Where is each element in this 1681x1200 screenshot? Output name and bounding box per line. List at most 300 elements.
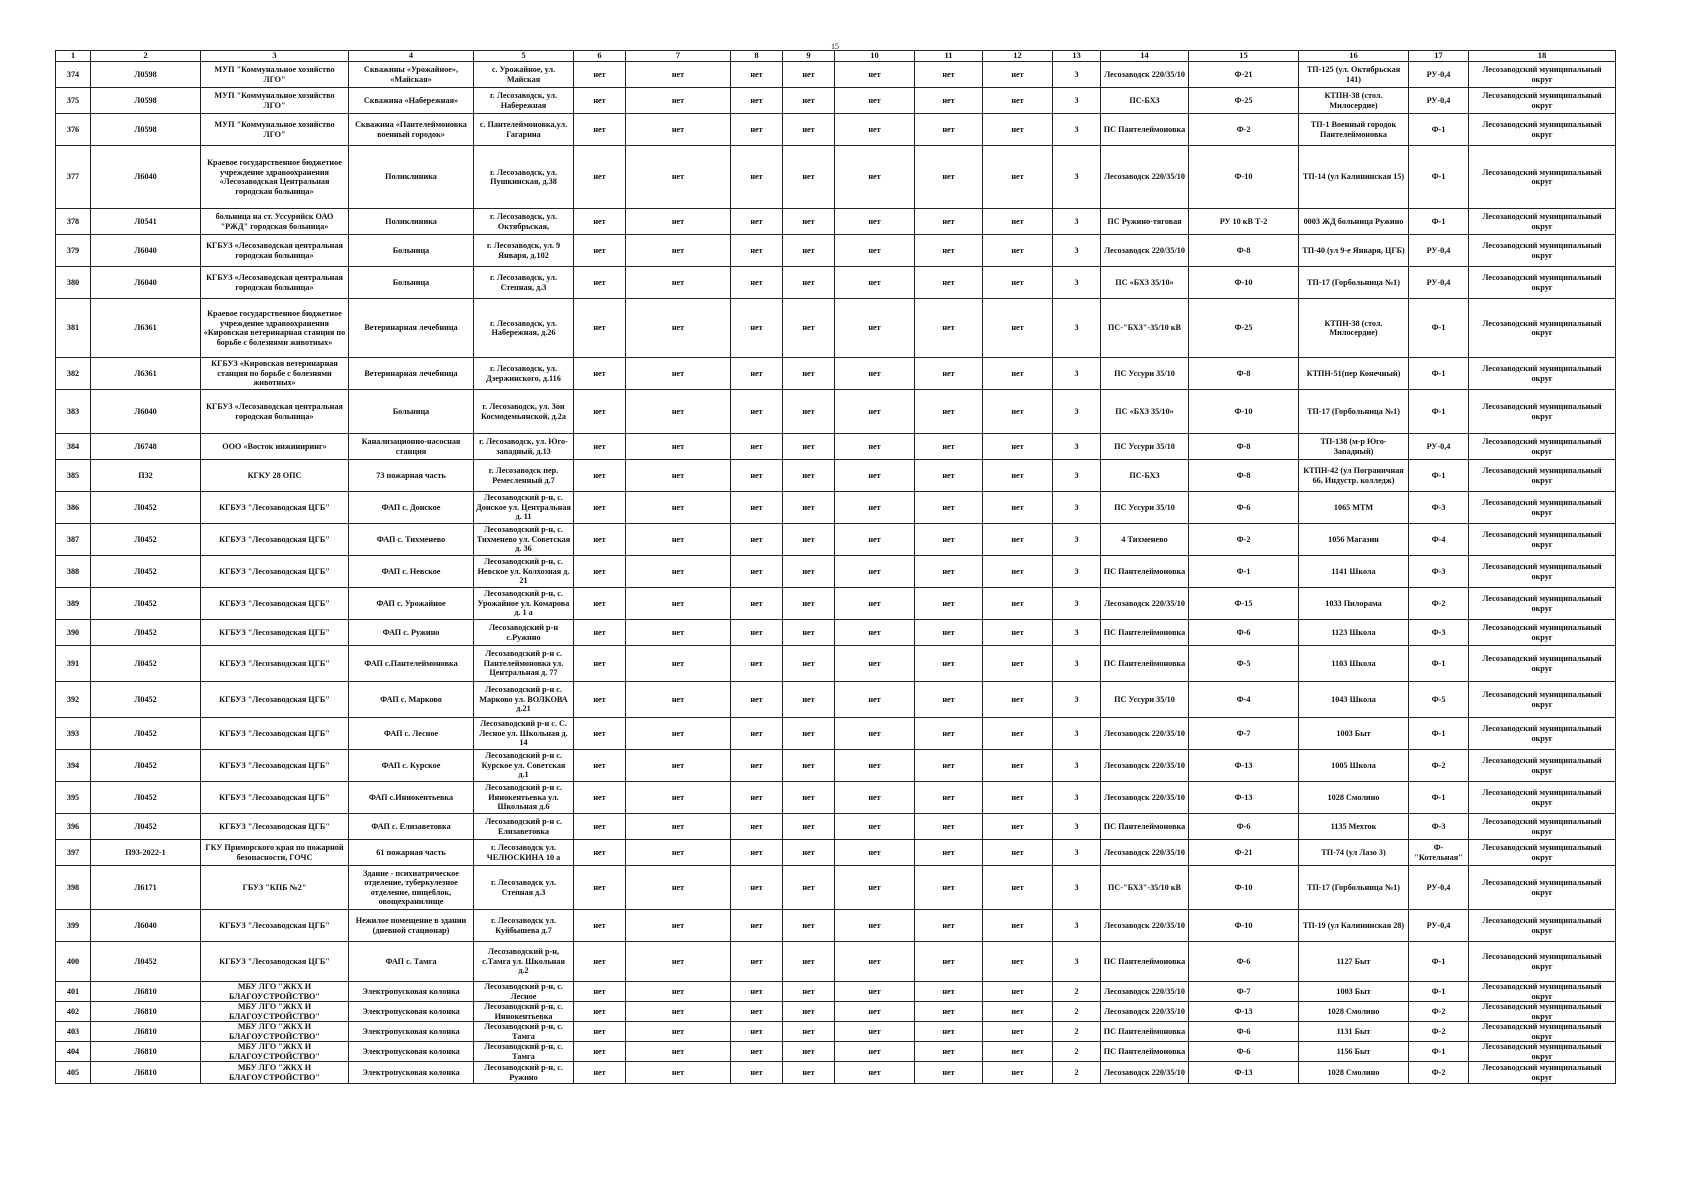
table-row xyxy=(56,524,1616,556)
cell-feeder: Ф-6 xyxy=(1189,1022,1299,1042)
cell-c9: нет xyxy=(783,782,835,814)
cell-c12: нет xyxy=(983,88,1053,114)
cell-category: 3 xyxy=(1053,620,1101,646)
cell-address: Лесозаводский р-н, с. Тамга xyxy=(474,1022,574,1042)
cell-address: г. Лесозаводск, ул. Пушкинская, д.38 xyxy=(474,146,574,209)
cell-num: 379 xyxy=(56,235,91,267)
cell-transformer: 1127 Быт xyxy=(1299,942,1409,982)
cell-c12: нет xyxy=(983,460,1053,492)
cell-ru: Ф-1 xyxy=(1409,460,1469,492)
cell-code: Л6810 xyxy=(91,982,201,1002)
cell-category: 3 xyxy=(1053,524,1101,556)
table-row xyxy=(56,646,1616,682)
cell-c7: нет xyxy=(626,556,731,588)
cell-ru: Ф-1 xyxy=(1409,1042,1469,1062)
cell-c10: нет xyxy=(835,814,915,840)
cell-c8: нет xyxy=(731,866,783,910)
cell-c10: нет xyxy=(835,1062,915,1084)
cell-code: Л6361 xyxy=(91,299,201,358)
cell-category: 3 xyxy=(1053,358,1101,390)
cell-transformer: ТП-74 (ул Лазо 3) xyxy=(1299,840,1409,866)
cell-transformer: 1003 Быт xyxy=(1299,718,1409,750)
cell-transformer: 1123 Школа xyxy=(1299,620,1409,646)
table-row xyxy=(56,718,1616,750)
cell-feeder: Ф-7 xyxy=(1189,718,1299,750)
cell-feeder: Ф-25 xyxy=(1189,88,1299,114)
cell-c9: нет xyxy=(783,235,835,267)
cell-num: 394 xyxy=(56,750,91,782)
cell-c9: нет xyxy=(783,1042,835,1062)
cell-category: 3 xyxy=(1053,492,1101,524)
cell-substation: ПС Пантелеймоновка xyxy=(1101,556,1189,588)
cell-c9: нет xyxy=(783,299,835,358)
cell-object: Нежилое помещение в здании (дневной стационар) xyxy=(349,910,474,942)
cell-c11: нет xyxy=(915,235,983,267)
cell-c12: нет xyxy=(983,267,1053,299)
cell-transformer: КТПН-38 (стол. Милосердие) xyxy=(1299,88,1409,114)
cell-c7: нет xyxy=(626,524,731,556)
cell-transformer: 1005 Школа xyxy=(1299,750,1409,782)
cell-ru: Ф-1 xyxy=(1409,146,1469,209)
cell-c10: нет xyxy=(835,1002,915,1022)
cell-feeder: Ф-8 xyxy=(1189,358,1299,390)
cell-transformer: ТП-17 (Горбольница №1) xyxy=(1299,866,1409,910)
cell-object: Скважина «Набережная» xyxy=(349,88,474,114)
cell-c10: нет xyxy=(835,358,915,390)
header-cell-8: 8 xyxy=(731,51,783,62)
cell-transformer: ТП-19 (ул Калининская 28) xyxy=(1299,910,1409,942)
cell-c10: нет xyxy=(835,1022,915,1042)
cell-district: Лесозаводский муниципальный округ xyxy=(1469,146,1616,209)
cell-c9: нет xyxy=(783,840,835,866)
cell-object: 73 пожарная часть xyxy=(349,460,474,492)
cell-ru: Ф-4 xyxy=(1409,524,1469,556)
cell-num: 392 xyxy=(56,682,91,718)
cell-c10: нет xyxy=(835,942,915,982)
cell-c6: нет xyxy=(574,718,626,750)
cell-c12: нет xyxy=(983,682,1053,718)
cell-address: г. Лесозаводск, ул. 9 Января, д.102 xyxy=(474,235,574,267)
cell-category: 3 xyxy=(1053,434,1101,460)
cell-c9: нет xyxy=(783,910,835,942)
cell-c6: нет xyxy=(574,114,626,146)
cell-c12: нет xyxy=(983,434,1053,460)
cell-substation: ПС Уссури 35/10 xyxy=(1101,492,1189,524)
cell-code: Л6810 xyxy=(91,1042,201,1062)
cell-c7: нет xyxy=(626,718,731,750)
cell-c6: нет xyxy=(574,910,626,942)
cell-substation: ПС Пантелеймоновка xyxy=(1101,646,1189,682)
cell-code: П93-2022-1 xyxy=(91,840,201,866)
cell-c6: нет xyxy=(574,390,626,434)
page-number: 15 xyxy=(831,42,839,51)
cell-address: Лесозаводский р-н с. С. Лесное ул. Школьная д. 14 xyxy=(474,718,574,750)
cell-code: Л6810 xyxy=(91,1002,201,1022)
table-row xyxy=(56,146,1616,209)
header-cell-13: 13 xyxy=(1053,51,1101,62)
cell-object: Здание - психиатрическое отделение, туберкулезное отделение, пищеблок, овощехранилище xyxy=(349,866,474,910)
cell-address: г. Лесозаводск, ул. Набережная, д.26 xyxy=(474,299,574,358)
cell-category: 3 xyxy=(1053,718,1101,750)
cell-organization: КГБУЗ "Лесозаводская ЦГБ" xyxy=(201,588,349,620)
cell-district: Лесозаводский муниципальный округ xyxy=(1469,556,1616,588)
cell-category: 3 xyxy=(1053,588,1101,620)
cell-c7: нет xyxy=(626,1002,731,1022)
cell-c8: нет xyxy=(731,910,783,942)
cell-code: Л6810 xyxy=(91,1022,201,1042)
cell-feeder: Ф-1 xyxy=(1189,556,1299,588)
cell-c9: нет xyxy=(783,646,835,682)
cell-district: Лесозаводский муниципальный округ xyxy=(1469,209,1616,235)
cell-transformer: ТП-14 (ул Калининская 15) xyxy=(1299,146,1409,209)
cell-c6: нет xyxy=(574,299,626,358)
cell-feeder: Ф-6 xyxy=(1189,942,1299,982)
cell-feeder: Ф-15 xyxy=(1189,588,1299,620)
cell-c12: нет xyxy=(983,866,1053,910)
table-row xyxy=(56,866,1616,910)
cell-c10: нет xyxy=(835,718,915,750)
cell-category: 3 xyxy=(1053,62,1101,88)
cell-ru: РУ-0,4 xyxy=(1409,88,1469,114)
cell-c8: нет xyxy=(731,62,783,88)
cell-c11: нет xyxy=(915,682,983,718)
cell-c12: нет xyxy=(983,588,1053,620)
cell-transformer: ТП-17 (Горбольница №1) xyxy=(1299,390,1409,434)
cell-c8: нет xyxy=(731,492,783,524)
cell-organization: КГБУЗ "Лесозаводская ЦГБ" xyxy=(201,620,349,646)
cell-c8: нет xyxy=(731,1042,783,1062)
cell-c10: нет xyxy=(835,209,915,235)
cell-c11: нет xyxy=(915,460,983,492)
cell-c6: нет xyxy=(574,434,626,460)
cell-organization: КГКУ 28 ОПС xyxy=(201,460,349,492)
cell-feeder: РУ 10 кВ Т-2 xyxy=(1189,209,1299,235)
cell-district: Лесозаводский муниципальный округ xyxy=(1469,235,1616,267)
cell-object: Электропусковая колонка xyxy=(349,1042,474,1062)
cell-code: Л0598 xyxy=(91,62,201,88)
cell-code: Л6040 xyxy=(91,235,201,267)
cell-num: 398 xyxy=(56,866,91,910)
cell-num: 397 xyxy=(56,840,91,866)
cell-category: 3 xyxy=(1053,146,1101,209)
cell-object: Скважины «Урожайное», «Майская» xyxy=(349,62,474,88)
cell-c9: нет xyxy=(783,982,835,1002)
header-cell-4: 4 xyxy=(349,51,474,62)
cell-address: с. Пантелеймоновка,ул. Гагарина xyxy=(474,114,574,146)
cell-substation: ПС Пантелеймоновка xyxy=(1101,942,1189,982)
cell-substation: ПС Пантелеймоновка xyxy=(1101,814,1189,840)
cell-transformer: 1043 Школа xyxy=(1299,682,1409,718)
cell-substation: Лесозаводск 220/35/10 xyxy=(1101,750,1189,782)
cell-ru: Ф-1 xyxy=(1409,982,1469,1002)
header-cell-12: 12 xyxy=(983,51,1053,62)
cell-c12: нет xyxy=(983,114,1053,146)
cell-organization: МУП "Коммунальное хозяйство ЛГО" xyxy=(201,114,349,146)
cell-address: Лесозаводский р-н, с. Невское ул. Колхозная д. 21 xyxy=(474,556,574,588)
cell-code: П32 xyxy=(91,460,201,492)
cell-category: 2 xyxy=(1053,1042,1101,1062)
cell-organization: КГБУЗ «Лесозаводская центральная городская больница» xyxy=(201,390,349,434)
cell-feeder: Ф-21 xyxy=(1189,840,1299,866)
cell-address: г. Лесозаводск, ул. Октябрьская, xyxy=(474,209,574,235)
cell-c7: нет xyxy=(626,814,731,840)
cell-c10: нет xyxy=(835,114,915,146)
cell-ru: Ф-1 xyxy=(1409,358,1469,390)
cell-c12: нет xyxy=(983,840,1053,866)
cell-feeder: Ф-6 xyxy=(1189,1042,1299,1062)
cell-c7: нет xyxy=(626,492,731,524)
cell-code: Л6040 xyxy=(91,390,201,434)
cell-organization: Краевое государственное бюджетное учреждение здравоохранения «Кировская ветеринарная станция по борьбе с болезнями животных» xyxy=(201,299,349,358)
cell-organization: КГБУЗ "Лесозаводская ЦГБ" xyxy=(201,718,349,750)
table-row xyxy=(56,267,1616,299)
cell-c8: нет xyxy=(731,390,783,434)
cell-code: Л0452 xyxy=(91,588,201,620)
cell-district: Лесозаводский муниципальный округ xyxy=(1469,1042,1616,1062)
cell-organization: КГБУЗ "Лесозаводская ЦГБ" xyxy=(201,942,349,982)
cell-address: Лесозаводский р-н, с. Тихменево ул. Советская д. 36 xyxy=(474,524,574,556)
cell-num: 383 xyxy=(56,390,91,434)
cell-organization: ООО «Восток инжиниринг» xyxy=(201,434,349,460)
cell-c11: нет xyxy=(915,646,983,682)
cell-c11: нет xyxy=(915,62,983,88)
cell-address: г. Лесозаводск, ул. Зои Космодемьянской, д.2а xyxy=(474,390,574,434)
cell-c7: нет xyxy=(626,267,731,299)
cell-object: ФАП с. Урожайное xyxy=(349,588,474,620)
cell-substation: ПС Пантелеймоновка xyxy=(1101,1022,1189,1042)
cell-c7: нет xyxy=(626,942,731,982)
cell-c11: нет xyxy=(915,910,983,942)
table-row xyxy=(56,588,1616,620)
cell-num: 403 xyxy=(56,1022,91,1042)
cell-c8: нет xyxy=(731,267,783,299)
cell-c11: нет xyxy=(915,750,983,782)
cell-ru: Ф-2 xyxy=(1409,1002,1469,1022)
data-table xyxy=(55,50,1616,1084)
cell-organization: КГБУЗ "Лесозаводская ЦГБ" xyxy=(201,556,349,588)
table-row xyxy=(56,556,1616,588)
cell-c8: нет xyxy=(731,209,783,235)
cell-substation: Лесозаводск 220/35/10 xyxy=(1101,910,1189,942)
cell-num: 388 xyxy=(56,556,91,588)
header-cell-16: 16 xyxy=(1299,51,1409,62)
cell-c6: нет xyxy=(574,209,626,235)
header-cell-3: 3 xyxy=(201,51,349,62)
cell-feeder: Ф-8 xyxy=(1189,434,1299,460)
cell-organization: МУП "Коммунальное хозяйство ЛГО" xyxy=(201,62,349,88)
cell-substation: Лесозаводск 220/35/10 xyxy=(1101,235,1189,267)
header-cell-9: 9 xyxy=(783,51,835,62)
cell-c6: нет xyxy=(574,750,626,782)
cell-ru: РУ-0,4 xyxy=(1409,267,1469,299)
cell-district: Лесозаводский муниципальный округ xyxy=(1469,114,1616,146)
cell-c8: нет xyxy=(731,235,783,267)
cell-feeder: Ф-10 xyxy=(1189,866,1299,910)
cell-ru: Ф-2 xyxy=(1409,588,1469,620)
cell-c10: нет xyxy=(835,556,915,588)
table-row xyxy=(56,782,1616,814)
cell-c11: нет xyxy=(915,492,983,524)
cell-category: 3 xyxy=(1053,646,1101,682)
cell-category: 3 xyxy=(1053,840,1101,866)
cell-c9: нет xyxy=(783,620,835,646)
cell-organization: больница на ст. Уссурийск ОАО "РЖД" городская больница» xyxy=(201,209,349,235)
cell-object: ФАП с. Ружино xyxy=(349,620,474,646)
cell-district: Лесозаводский муниципальный округ xyxy=(1469,62,1616,88)
cell-num: 385 xyxy=(56,460,91,492)
cell-substation: Лесозаводск 220/35/10 xyxy=(1101,1062,1189,1084)
cell-address: Лесозаводский р-н, с. Тамга xyxy=(474,1042,574,1062)
cell-c8: нет xyxy=(731,1022,783,1042)
cell-c12: нет xyxy=(983,982,1053,1002)
cell-code: Л6361 xyxy=(91,358,201,390)
cell-c11: нет xyxy=(915,556,983,588)
cell-c8: нет xyxy=(731,982,783,1002)
cell-c11: нет xyxy=(915,299,983,358)
cell-c12: нет xyxy=(983,556,1053,588)
cell-category: 3 xyxy=(1053,782,1101,814)
cell-c12: нет xyxy=(983,492,1053,524)
cell-address: г. Лесозаводск, ул. Набережная xyxy=(474,88,574,114)
cell-district: Лесозаводский муниципальный округ xyxy=(1469,88,1616,114)
cell-substation: Лесозаводск 220/35/10 xyxy=(1101,1002,1189,1022)
cell-c6: нет xyxy=(574,460,626,492)
cell-num: 375 xyxy=(56,88,91,114)
cell-address: Лесозаводский р-н с. Курское ул. Советская д.1 xyxy=(474,750,574,782)
cell-substation: Лесозаводск 220/35/10 xyxy=(1101,62,1189,88)
cell-c12: нет xyxy=(983,299,1053,358)
cell-c11: нет xyxy=(915,146,983,209)
cell-c11: нет xyxy=(915,588,983,620)
cell-c10: нет xyxy=(835,62,915,88)
cell-c6: нет xyxy=(574,62,626,88)
cell-c7: нет xyxy=(626,1042,731,1062)
cell-object: ФАП с. Лесное xyxy=(349,718,474,750)
cell-substation: Лесозаводск 220/35/10 xyxy=(1101,840,1189,866)
cell-c12: нет xyxy=(983,1002,1053,1022)
cell-code: Л6040 xyxy=(91,267,201,299)
cell-object: Больница xyxy=(349,235,474,267)
cell-c11: нет xyxy=(915,840,983,866)
cell-c7: нет xyxy=(626,910,731,942)
cell-district: Лесозаводский муниципальный округ xyxy=(1469,646,1616,682)
cell-address: г. Лесозаводск, ул. Дзержинского, д.116 xyxy=(474,358,574,390)
cell-num: 396 xyxy=(56,814,91,840)
table-row xyxy=(56,910,1616,942)
cell-organization: КГБУЗ "Лесозаводская ЦГБ" xyxy=(201,750,349,782)
cell-code: Л0598 xyxy=(91,88,201,114)
cell-organization: КГБУЗ "Лесозаводская ЦГБ" xyxy=(201,524,349,556)
cell-ru: РУ-0,4 xyxy=(1409,235,1469,267)
cell-c7: нет xyxy=(626,620,731,646)
cell-organization: МУП "Коммунальное хозяйство ЛГО" xyxy=(201,88,349,114)
cell-c6: нет xyxy=(574,1002,626,1022)
cell-feeder: Ф-10 xyxy=(1189,910,1299,942)
cell-c10: нет xyxy=(835,146,915,209)
cell-c11: нет xyxy=(915,524,983,556)
cell-c11: нет xyxy=(915,942,983,982)
cell-num: 377 xyxy=(56,146,91,209)
cell-c8: нет xyxy=(731,588,783,620)
cell-feeder: Ф-13 xyxy=(1189,1002,1299,1022)
cell-c12: нет xyxy=(983,814,1053,840)
cell-feeder: Ф-7 xyxy=(1189,982,1299,1002)
cell-organization: МБУ ЛГО "ЖКХ И БЛАГОУСТРОЙСТВО" xyxy=(201,982,349,1002)
cell-c8: нет xyxy=(731,682,783,718)
cell-c11: нет xyxy=(915,814,983,840)
cell-category: 3 xyxy=(1053,750,1101,782)
cell-substation: ПС Уссури 35/10 xyxy=(1101,682,1189,718)
table-row xyxy=(56,492,1616,524)
cell-num: 401 xyxy=(56,982,91,1002)
cell-ru: Ф-3 xyxy=(1409,556,1469,588)
cell-object: Электропусковая колонка xyxy=(349,1022,474,1042)
cell-code: Л0452 xyxy=(91,814,201,840)
cell-address: Лесозаводский р-н с. Марково ул. ВОЛКОВА д.21 xyxy=(474,682,574,718)
cell-district: Лесозаводский муниципальный округ xyxy=(1469,910,1616,942)
cell-ru: Ф-1 xyxy=(1409,782,1469,814)
cell-substation: ПС Уссури 35/10 xyxy=(1101,434,1189,460)
cell-num: 386 xyxy=(56,492,91,524)
cell-c8: нет xyxy=(731,942,783,982)
cell-category: 2 xyxy=(1053,1002,1101,1022)
cell-code: Л6810 xyxy=(91,1062,201,1084)
cell-c6: нет xyxy=(574,146,626,209)
cell-c12: нет xyxy=(983,646,1053,682)
cell-c8: нет xyxy=(731,299,783,358)
cell-district: Лесозаводский муниципальный округ xyxy=(1469,982,1616,1002)
table-row xyxy=(56,358,1616,390)
cell-category: 3 xyxy=(1053,814,1101,840)
cell-c9: нет xyxy=(783,1002,835,1022)
cell-c6: нет xyxy=(574,682,626,718)
cell-c11: нет xyxy=(915,866,983,910)
cell-c7: нет xyxy=(626,434,731,460)
cell-category: 3 xyxy=(1053,556,1101,588)
cell-ru: РУ-0,4 xyxy=(1409,434,1469,460)
cell-c6: нет xyxy=(574,358,626,390)
cell-c6: нет xyxy=(574,588,626,620)
table-row xyxy=(56,840,1616,866)
cell-ru: Ф-3 xyxy=(1409,814,1469,840)
cell-ru: Ф-3 xyxy=(1409,492,1469,524)
cell-c10: нет xyxy=(835,620,915,646)
cell-category: 3 xyxy=(1053,460,1101,492)
cell-substation: Лесозаводск 220/35/10 xyxy=(1101,982,1189,1002)
cell-feeder: Ф-2 xyxy=(1189,114,1299,146)
cell-c8: нет xyxy=(731,460,783,492)
cell-c12: нет xyxy=(983,1062,1053,1084)
cell-district: Лесозаводский муниципальный округ xyxy=(1469,524,1616,556)
cell-c7: нет xyxy=(626,840,731,866)
cell-organization: ГБУЗ "КПБ №2" xyxy=(201,866,349,910)
cell-address: Лесозаводский р-н с. Елизаветовка xyxy=(474,814,574,840)
cell-c7: нет xyxy=(626,358,731,390)
cell-c6: нет xyxy=(574,267,626,299)
cell-num: 400 xyxy=(56,942,91,982)
cell-c11: нет xyxy=(915,620,983,646)
cell-c12: нет xyxy=(983,1042,1053,1062)
cell-district: Лесозаводский муниципальный округ xyxy=(1469,1002,1616,1022)
cell-category: 3 xyxy=(1053,682,1101,718)
cell-c9: нет xyxy=(783,62,835,88)
cell-feeder: Ф-5 xyxy=(1189,646,1299,682)
cell-c6: нет xyxy=(574,866,626,910)
cell-transformer: 1131 Быт xyxy=(1299,1022,1409,1042)
cell-substation: ПС-БХЗ xyxy=(1101,88,1189,114)
cell-address: Лесозаводский р-н, с. Ружино xyxy=(474,1062,574,1084)
table-row xyxy=(56,942,1616,982)
